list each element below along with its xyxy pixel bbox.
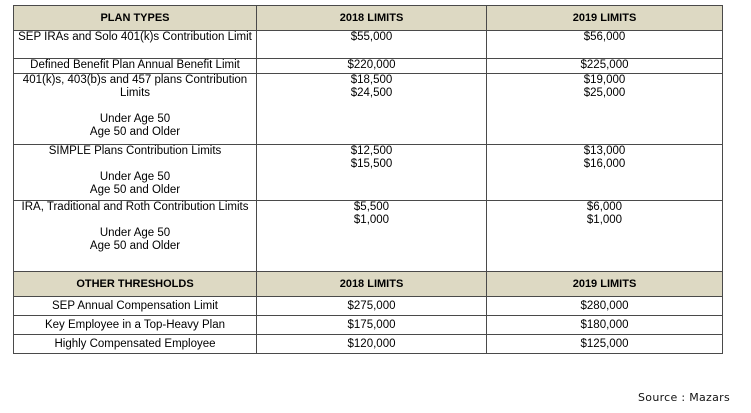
row-label: SIMPLE Plans Contribution Limits [48,145,222,157]
table-row [14,297,723,316]
under-50-value: $13,000 [583,145,626,157]
under-50-value: $19,000 [583,74,626,86]
other-thresholds-header: OTHER THRESHOLDS [14,272,257,297]
value-2018: $120,000 [257,335,487,354]
value-2018 [257,74,487,145]
value-2019: $225,000 [487,59,723,74]
age-labels [18,113,252,139]
over-50-label: Age 50 and Older [89,240,181,252]
under-50-label: Under Age 50 [99,171,171,183]
age-labels [18,171,252,197]
under-50-value: $5,500 [353,201,390,213]
table-row [14,316,723,335]
row-label-group [14,201,257,272]
over-50-value: $24,500 [350,87,393,99]
row-label-group [14,74,257,145]
value-2019: $125,000 [487,335,723,354]
value-2018 [257,201,487,272]
over-50-value: $15,500 [350,158,393,170]
value-2019: $56,000 [487,31,723,59]
row-label: IRA, Traditional and Roth Contribution Limits [21,201,249,213]
value-2019 [487,201,723,272]
value-2019 [487,145,723,201]
under-50-value: $18,500 [350,74,393,86]
over-50-value: $1,000 [353,214,390,226]
under-50-label: Under Age 50 [99,227,171,239]
value-2018: $275,000 [257,297,487,316]
value-2019 [487,74,723,145]
table-row [14,59,723,74]
value-2019: $180,000 [487,316,723,335]
over-50-value: $25,000 [583,87,626,99]
row-label: Key Employee in a Top-Heavy Plan [14,316,257,335]
under-50-value: $12,500 [350,145,393,157]
row-label: Defined Benefit Plan Annual Benefit Limit [14,59,257,74]
table-row [14,74,723,145]
row-label: Highly Compensated Employee [14,335,257,354]
value-2019: $280,000 [487,297,723,316]
value-2018 [257,145,487,201]
source-caption: Source : Mazars [638,391,730,404]
row-label: SEP Annual Compensation Limit [14,297,257,316]
plan-types-header-row [14,6,723,31]
row-label: SEP IRAs and Solo 401(k)s Contribution Limit [14,31,257,59]
over-50-label: Age 50 and Older [89,126,181,138]
under-50-value: $6,000 [586,201,623,213]
header-2018-limits: 2018 LIMITS [257,6,487,31]
row-label: 401(k)s, 403(b)s and 457 plans Contribution Limits [22,74,248,99]
table-row [14,201,723,272]
header-2018-limits: 2018 LIMITS [257,272,487,297]
over-50-label: Age 50 and Older [89,184,181,196]
plan-types-header: PLAN TYPES [14,6,257,31]
table-row [14,335,723,354]
under-50-label: Under Age 50 [99,113,171,125]
value-2018: $220,000 [257,59,487,74]
other-thresholds-header-row [14,272,723,297]
age-labels [18,227,252,253]
over-50-value: $16,000 [583,158,626,170]
contribution-limits-table [13,5,723,354]
value-2018: $55,000 [257,31,487,59]
row-label-group [14,145,257,201]
value-2018: $175,000 [257,316,487,335]
table-row [14,31,723,59]
header-2019-limits: 2019 LIMITS [487,272,723,297]
header-2019-limits: 2019 LIMITS [487,6,723,31]
over-50-value: $1,000 [586,214,623,226]
table-row [14,145,723,201]
